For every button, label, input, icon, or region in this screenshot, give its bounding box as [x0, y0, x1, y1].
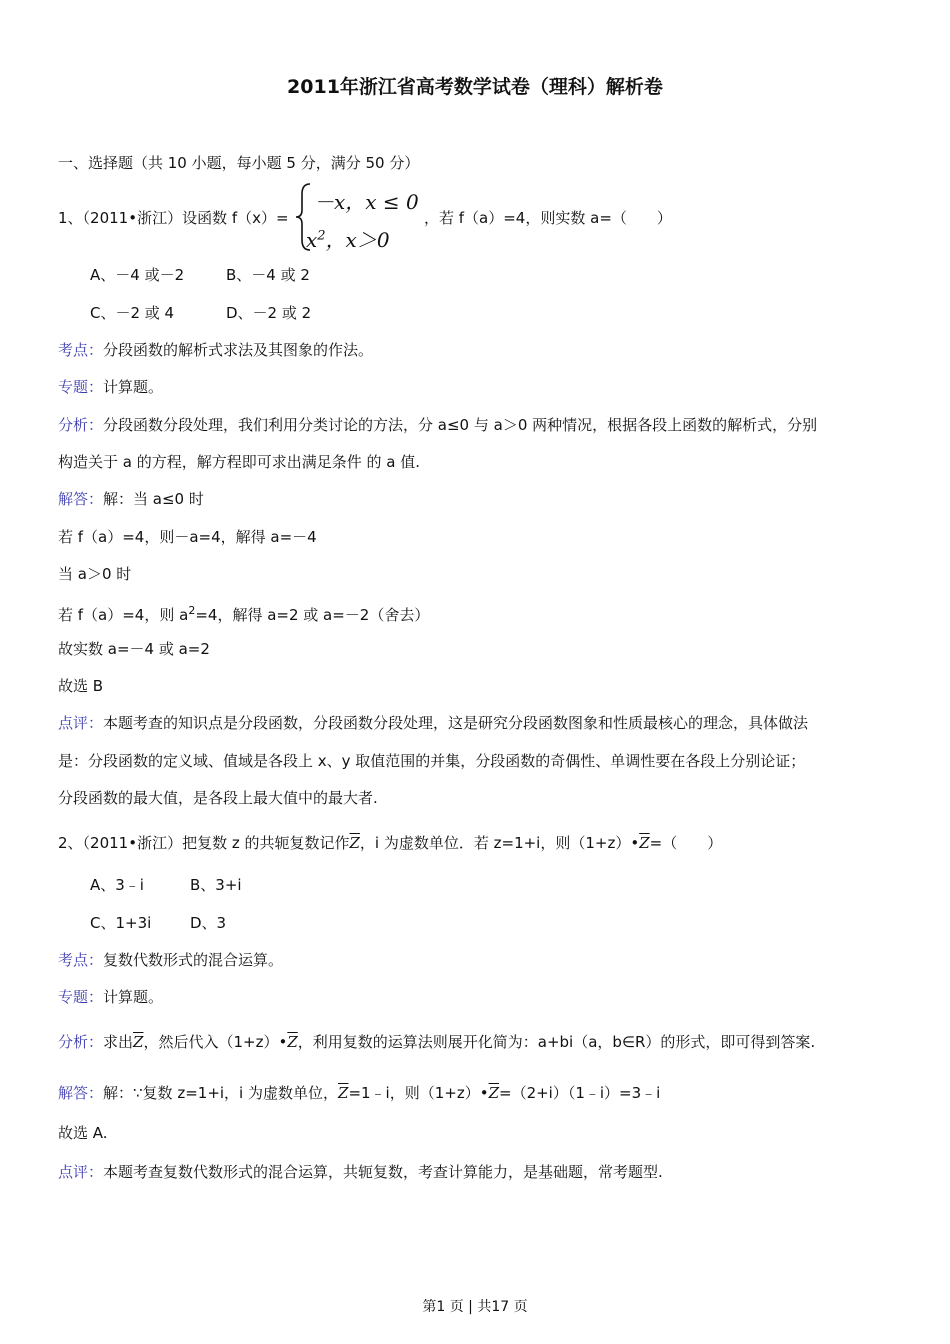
q2-stem-a: 2、（2011•浙江）把复数 z 的共轭复数记作: [58, 834, 350, 852]
q2-option-a: A、3﹣i: [90, 876, 144, 894]
conjugate-z-symbol: $\overline{Z}$: [349, 834, 360, 852]
q1-fenxi-line-2: 构造关于 a 的方程，解方程即可求出满足条件 的 a 值.: [58, 453, 420, 471]
q2-dianping-text: 本题考查复数代数形式的混合运算，共轭复数，考查计算能力，是基础题，常考题型.: [103, 1163, 663, 1181]
q1-fenxi-line-1: 分段函数分段处理，我们利用分类讨论的方法，分 a≤0 与 a＞0 两种情况，根据各段上函数的解析式，分别: [103, 416, 818, 434]
q2-fenxi-a: 求出: [103, 1033, 134, 1051]
q1-stem-suffix: ，若 f（a）=4，则实数 a=（ ）: [424, 209, 672, 227]
q1-piece-2-base: x: [306, 228, 318, 252]
q1-option-d: D、－2 或 2: [226, 304, 312, 322]
q2-kaodian-label: 考点：: [58, 951, 104, 969]
q2-fenxi-label: 分析：: [58, 1033, 104, 1051]
q1-zhuanti-label: 专题：: [58, 378, 104, 396]
q2-jieda-label: 解答：: [58, 1084, 104, 1102]
q1-zhuanti-text: 计算题。: [103, 378, 164, 396]
q1-dianping-line-3: 分段函数的最大值，是各段上最大值中的最大者.: [58, 789, 378, 807]
q1-fenxi: [58, 414, 817, 436]
q2-option-d: D、3: [190, 914, 227, 932]
q1-option-b: B、－4 或 2: [226, 266, 310, 284]
conjugate-z-symbol: $\overline{Z}$: [338, 1084, 349, 1102]
q2-zhuanti-label: 专题：: [58, 988, 104, 1006]
q1-piece-2-exp: 2: [317, 228, 326, 244]
q1-jieda-line-6: 故选 B: [58, 677, 104, 695]
q1-piece-2: [306, 224, 390, 253]
q1-fenxi-label: 分析：: [58, 416, 104, 434]
section-header: 一、选择题（共 10 小题，每小题 5 分，满分 50 分）: [58, 154, 420, 172]
conjugate-z-symbol: $\overline{Z}$: [133, 1033, 144, 1051]
q1-kaodian: [58, 339, 373, 361]
q1-zhuanti: [58, 376, 163, 398]
q1-jieda-line-3: 当 a＞0 时: [58, 565, 132, 583]
q1-jieda-line-4: [58, 600, 429, 626]
q2-option-b: B、3+i: [190, 876, 242, 894]
q1-piece-1: －x，x ≤ 0: [314, 190, 419, 214]
q1-jieda-line-2: 若 f（a）=4，则－a=4，解得 a=－4: [58, 528, 317, 546]
page-footer: 第1 页 | 共17 页: [422, 1299, 528, 1315]
q1-jieda-line-4b: =4，解得 a=2 或 a=－2（舍去）: [195, 606, 430, 624]
q2-fenxi-b: ，然后代入（1+z）•: [143, 1033, 288, 1051]
conjugate-z-symbol: $\overline{Z}$: [639, 834, 650, 852]
q1-jieda-line-1: 解：当 a≤0 时: [103, 490, 204, 508]
q2-stem-c: =（ ）: [649, 834, 723, 852]
q2-dianping-label: 点评：: [58, 1163, 104, 1181]
q2-dianping: [58, 1161, 663, 1183]
q2-zhuanti: [58, 986, 163, 1008]
q1-jieda-label: 解答：: [58, 490, 104, 508]
q2-stem: [58, 832, 722, 854]
q2-fenxi: [58, 1031, 815, 1053]
q1-jieda-line-4-sup: 2: [188, 604, 196, 617]
q2-stem-b: ，i 为虚数单位．若 z=1+i，则（1+z）•: [359, 834, 640, 852]
q2-jieda-b: =1﹣i，则（1+z）•: [348, 1084, 489, 1102]
q2-kaodian: [58, 949, 283, 971]
conjugate-z-symbol: $\overline{Z}$: [488, 1084, 499, 1102]
q2-jieda: [58, 1082, 660, 1104]
q1-jieda-line-4a: 若 f（a）=4，则 a: [58, 606, 189, 624]
q1-dianping-line-2: 是：分段函数的定义域、值域是各段上 x、y 取值范围的并集，分段函数的奇偶性、单调性要在各段上分别论证；: [58, 752, 806, 770]
q2-jieda-c: =（2+i）（1﹣i）=3﹣i: [499, 1084, 661, 1102]
q1-jieda: [58, 488, 204, 510]
q1-option-c: C、－2 或 4: [90, 304, 175, 322]
q1-kaodian-text: 分段函数的解析式求法及其图象的作法。: [103, 341, 374, 359]
q1-dianping-label: 点评：: [58, 714, 104, 732]
document-title: 2011年浙江省高考数学试卷（理科）解析卷: [287, 76, 663, 98]
q1-kaodian-label: 考点：: [58, 341, 104, 359]
q1-dianping-line-1: 本题考查的知识点是分段函数，分段函数分段处理，这是研究分段函数图象和性质最核心的理念，具体做法: [103, 714, 809, 732]
q1-jieda-line-5: 故实数 a=－4 或 a=2: [58, 640, 210, 658]
q2-zhuanti-text: 计算题。: [103, 988, 164, 1006]
q1-option-a: A、－4 或－2: [90, 266, 185, 284]
q2-jieda-a: 解：∵复数 z=1+i，i 为虚数单位，: [103, 1084, 338, 1102]
q2-fenxi-c: ，利用复数的运算法则展开化简为：a+bi（a，b∈R）的形式，即可得到答案.: [297, 1033, 816, 1051]
q1-dianping: [58, 712, 808, 734]
conjugate-z-symbol: $\overline{Z}$: [287, 1033, 298, 1051]
q2-option-c: C、1+3i: [90, 914, 152, 932]
q2-kaodian-text: 复数代数形式的混合运算。: [103, 951, 284, 969]
q2-jieda-line-2: 故选 A.: [58, 1124, 108, 1142]
q1-stem-prefix: 1、（2011•浙江）设函数 f（x）=: [58, 209, 289, 227]
q1-piece-2-rest: ，x＞0: [325, 228, 390, 252]
